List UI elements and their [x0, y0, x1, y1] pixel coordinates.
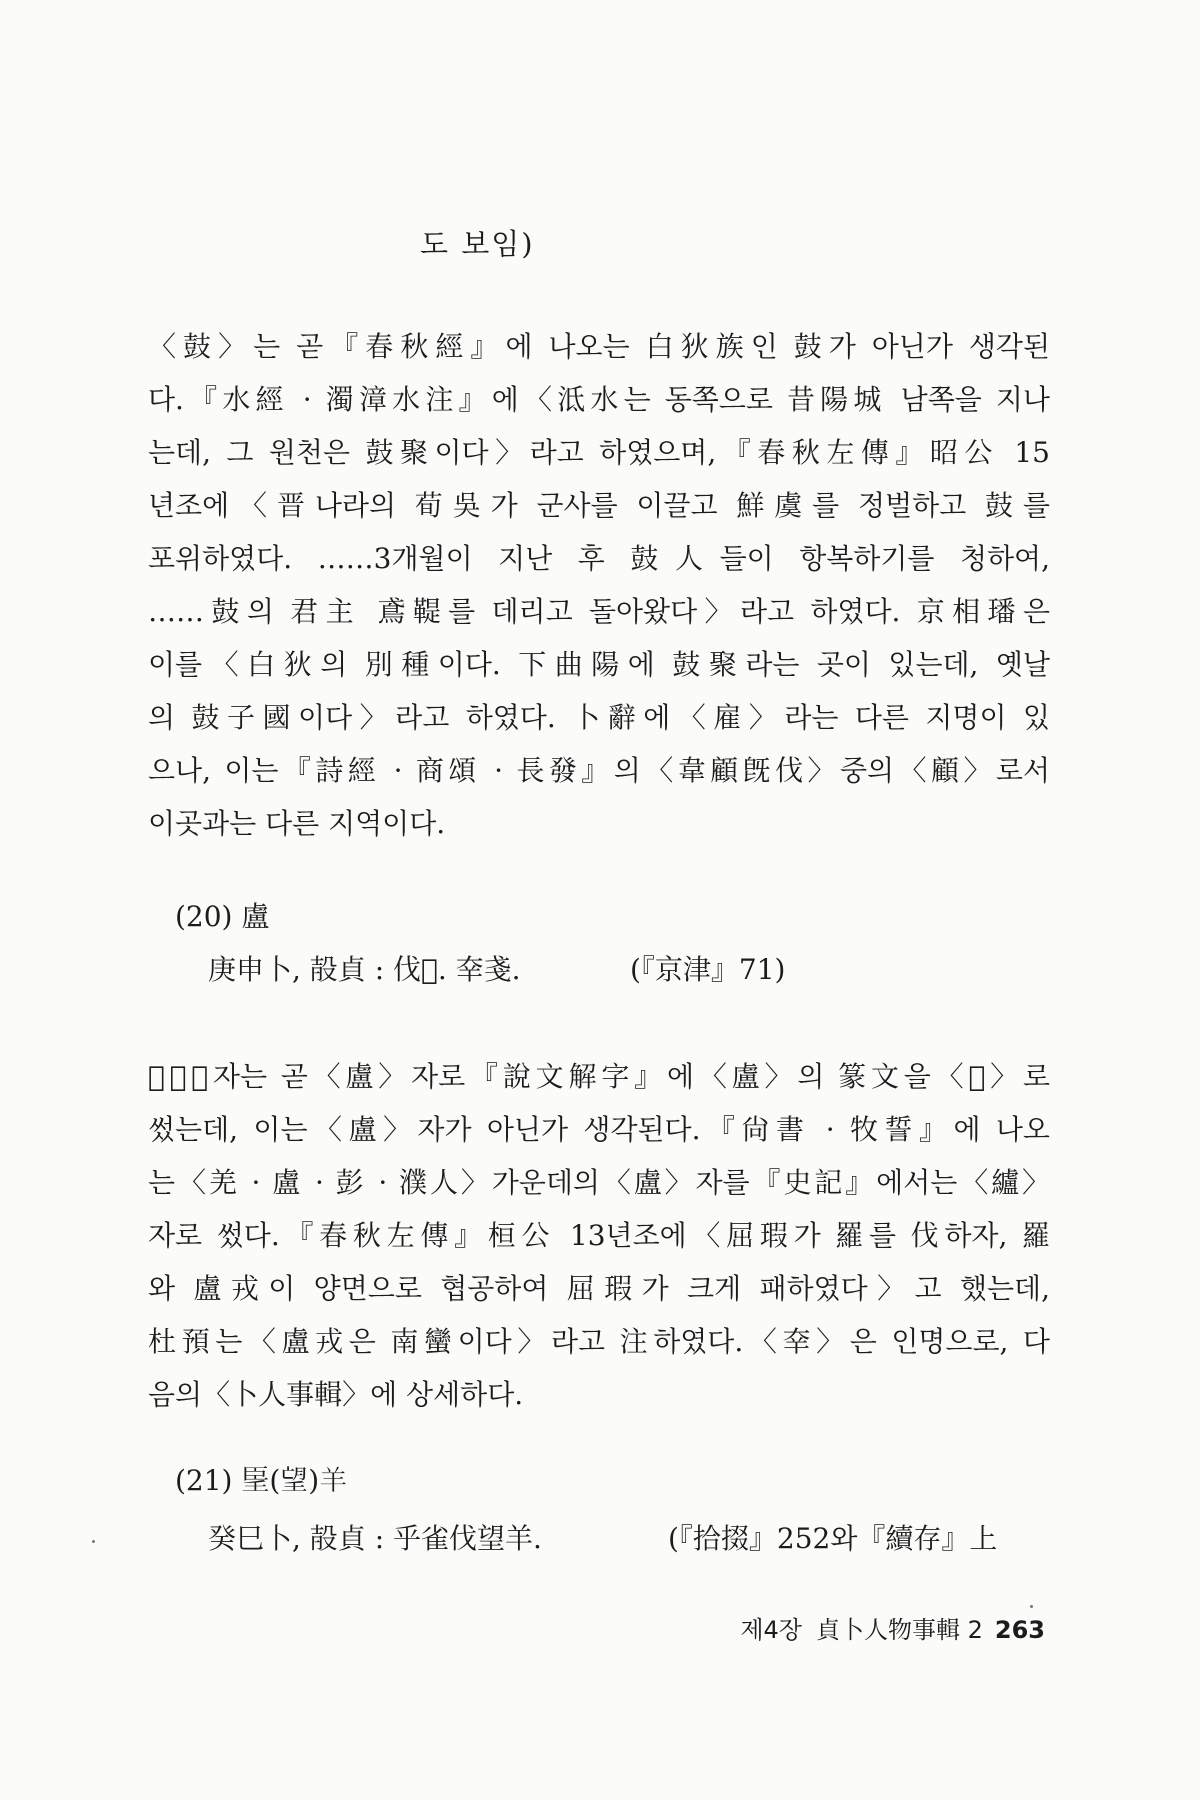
entry-20-source: (『京津』71)	[630, 953, 786, 986]
paragraph-line: 와 盧戎이 양면으로 협공하여 屈瑕가 크게 패하였다〉고 했는데,	[148, 1272, 1050, 1305]
paragraph-line: 이곳과는 다른 지역이다.	[148, 807, 446, 840]
paragraph-line: 썼는데, 이는〈盧〉자가 아닌가 생각된다.『尙書 · 牧誓』에 나오	[148, 1113, 1050, 1146]
scan-speck	[92, 1540, 95, 1543]
paragraph-line: 는데, 그 원천은 鼓聚이다〉라고 하였으며,『春秋左傳』昭公 15	[148, 436, 1050, 469]
paragraph-line: 의 鼓子國이다〉라고 하였다. 卜辭에〈雇〉라는 다른 지명이 있	[148, 701, 1050, 734]
paragraph-line: 자로 썼다.『春秋左傳』桓公 13년조에〈屈瑕가 羅를 伐하자, 羅	[148, 1219, 1050, 1252]
paragraph-line: ……鼓의 君主 鳶鞮를 데리고 돌아왔다〉라고 하였다. 京相璠은	[148, 595, 1050, 628]
paragraph-1	[148, 320, 1050, 850]
continuation-text: 도 보임)	[420, 227, 535, 261]
scan-speck	[1030, 1605, 1033, 1608]
entry-21-source: (『拾掇』252와『續存』上	[668, 1522, 998, 1555]
paragraph-line: 다.『水經 · 濁漳水注』에〈泜水는 동쪽으로 昔陽城 남쪽을 지나	[148, 383, 1050, 416]
entry-20-inscription: 庚申卜, 㱿貞 : 伐𧇡. 㚔戔.	[208, 953, 521, 986]
entry-21-inscription: 癸巳卜, 㱿貞 : 乎雀伐望羊.	[208, 1522, 542, 1555]
paragraph-line: 〈𧇡〉자는 곧〈盧〉자로『說文解字』에〈盧〉의 篆文을〈𧇡〉로	[148, 1060, 1050, 1093]
paragraph-line: 杜預는〈盧戎은 南蠻이다〉라고 注하였다.〈㚔〉은 인명으로, 다	[148, 1325, 1050, 1358]
paragraph-line: 으나, 이는『詩經 · 商頌 · 長發』의〈韋顧旣伐〉중의〈顧〉로서	[148, 754, 1050, 787]
running-footer	[740, 1610, 1045, 1645]
paragraph-line: 이를〈白狄의 別種이다. 下曲陽에 鼓聚라는 곳이 있는데, 옛날	[148, 648, 1050, 681]
paragraph-line: 음의〈卜人事輯〉에 상세하다.	[148, 1378, 524, 1411]
paragraph-line: 년조에〈晋나라의 荀吳가 군사를 이끌고 鮮虞를 정벌하고 鼓를	[148, 489, 1050, 522]
entry-21-heading: (21) 𦣠(望)羊	[175, 1464, 348, 1497]
paragraph-line: 는〈羌 · 盧 · 彭 · 濮人〉가운데의〈盧〉자를『史記』에서는〈纑〉	[148, 1166, 1050, 1199]
paragraph-2	[148, 1050, 1050, 1421]
paragraph-line: 포위하였다. ……3개월이 지난 후 鼓人들이 항복하기를 청하여,	[148, 542, 1050, 575]
page-number: 263	[994, 1616, 1045, 1644]
entry-20-heading: (20) 盧	[175, 900, 270, 933]
footer-title: 貞卜人物事輯 2	[815, 1616, 983, 1644]
footer-chapter: 제4장	[740, 1616, 802, 1644]
paragraph-line: 〈鼓〉는 곧『春秋經』에 나오는 白狄族인 鼓가 아닌가 생각된	[148, 330, 1050, 363]
